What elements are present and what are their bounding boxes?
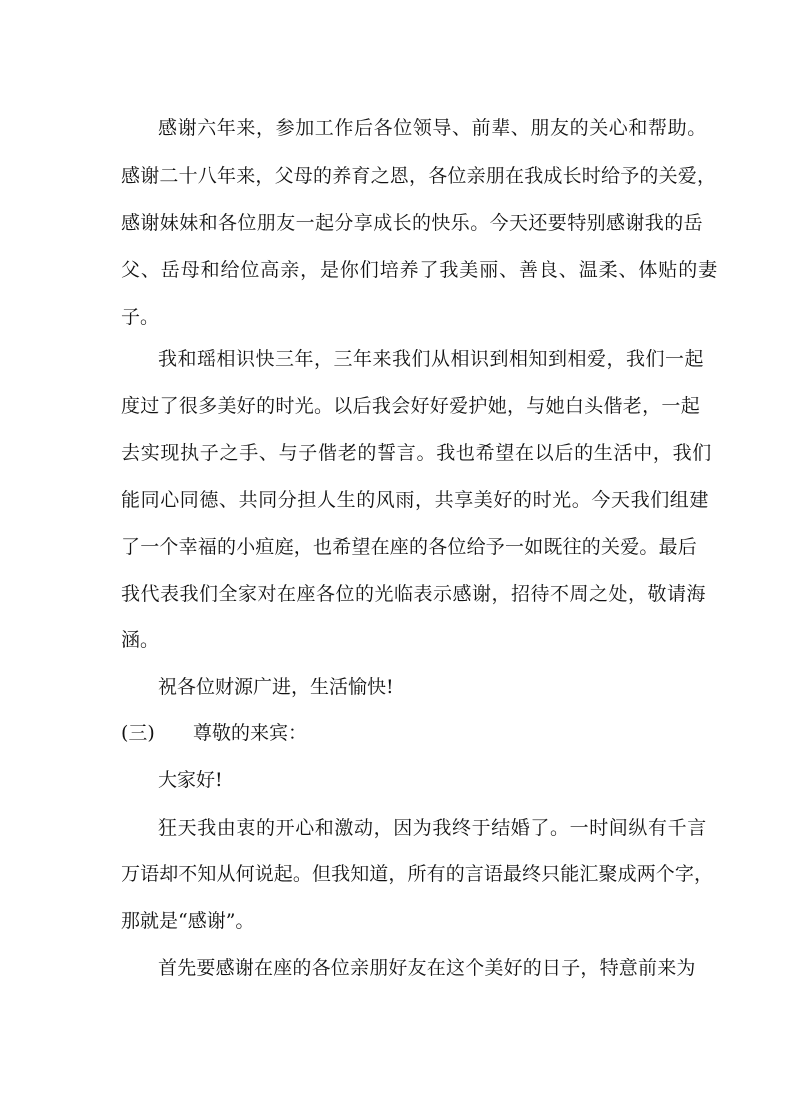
paragraph-line: 我和瑶相识快三年，三年来我们从相识到相知到相爱，我们一起 [158,348,705,370]
paragraph-line: 子。 [121,306,160,328]
paragraph-line: 我代表我们全家对在座各位的光临表示感谢，招待不周之处，敬请海 [121,583,707,605]
section-heading [0,718,792,748]
paragraph-line: 去实现执子之手、与子偕老的誓言。我也希望在以后的生活中，我们 [121,442,713,464]
paragraph-line: 首先要感谢在座的各位亲朋好友在这个美好的日子，特意前来为 [158,957,696,979]
paragraph-line: 能同心同德、共同分担人生的风雨，共享美好的时光。今天我们组建 [121,489,710,511]
paragraph-line: 感谢妹妹和各位朋友一起分享成长的快乐。今天还要特别感谢我的岳 [121,212,704,234]
paragraph-line: 万语却不知从何说起。但我知道，所有的言语最终只能汇聚成两个字， [121,863,714,885]
paragraph-line: 感谢六年来，参加工作后各位领导、前辈、朋友的关心和帮助。 [158,117,707,139]
paragraph-line: 涵。 [121,629,160,651]
section-number: (三) [121,722,155,744]
paragraph-line: 那就是“感谢”。 [121,910,255,932]
paragraph-line: 度过了很多美好的时光。以后我会好好爱护她，与她白头偕老，一起 [121,395,701,417]
paragraph-line: 父、岳母和给位高亲，是你们培养了我美丽、善良、温柔、体贴的妻 [121,259,719,281]
paragraph-line: 感谢二十八年来，父母的养育之恩，各位亲朋在我成长时给予的关爱， [121,165,717,187]
paragraph-line: 了一个幸福的小疸庭，也希望在座的各位给予一如既往的关爱。最后 [121,536,698,558]
section-title: 尊敬的来宾： [193,722,308,744]
paragraph-line: 祝各位财源广进，生活愉快! [158,676,394,698]
paragraph-line: 狂天我由衷的开心和激动，因为我终于结婚了。一时间纵有千言 [158,817,707,839]
paragraph-line: 大家好! [158,769,223,791]
